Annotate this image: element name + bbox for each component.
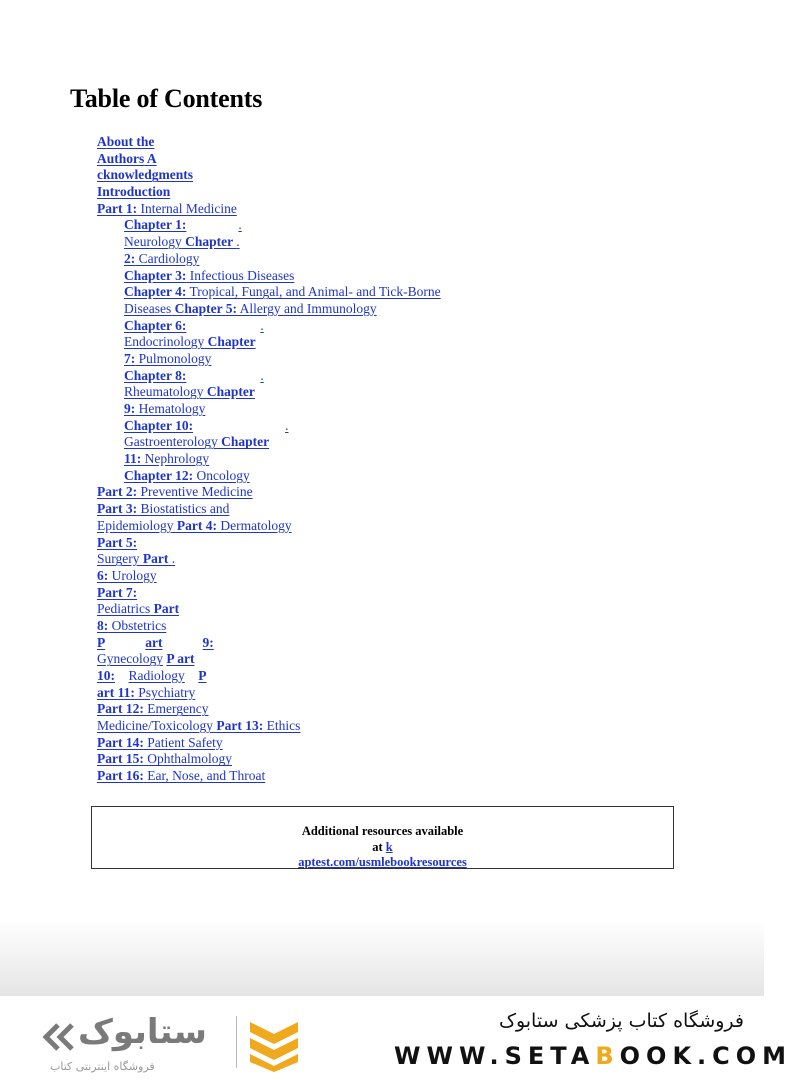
toc-link[interactable]: Pediatrics <box>97 601 151 617</box>
toc-line <box>97 551 517 568</box>
resources-link[interactable]: k <box>385 839 393 854</box>
logo-wordmark: ستابوک <box>78 1012 207 1052</box>
toc-link[interactable]: Hematology <box>135 401 206 416</box>
toc-line <box>97 601 517 618</box>
toc-line <box>97 535 517 552</box>
toc-line <box>97 501 517 518</box>
toc-link[interactable]: 8: <box>97 617 109 633</box>
toc-line <box>97 585 517 602</box>
logo-divider <box>236 1016 237 1068</box>
toc-line <box>97 384 517 401</box>
toc-link[interactable]: Chapter 12: <box>124 467 194 483</box>
toc-line <box>97 368 517 385</box>
toc-line <box>97 701 517 718</box>
toc-line <box>97 167 517 184</box>
toc-line <box>97 468 517 485</box>
toc-link[interactable]: Surgery <box>97 551 140 567</box>
toc-line <box>97 217 517 234</box>
toc-link[interactable]: Endocrinology <box>124 334 205 350</box>
toc-link[interactable]: Part 5: <box>97 534 138 550</box>
toc-line <box>97 284 517 301</box>
toc-line <box>97 434 517 451</box>
toc-link[interactable]: Emergency <box>143 701 209 717</box>
toc-link[interactable]: Psychiatry <box>134 684 196 700</box>
toc-link[interactable]: Rheumatology <box>124 384 204 400</box>
toc-link[interactable]: 6: <box>97 567 109 583</box>
toc-link[interactable]: Tropical, Fungal, and Animal- and Tick-Borne <box>186 284 441 300</box>
toc-line <box>97 268 517 285</box>
toc-link[interactable]: 11: <box>124 451 142 467</box>
toc-line <box>97 151 517 168</box>
toc-link[interactable]: Ear, Nose, and Throat <box>143 768 266 784</box>
setabook-logo[interactable] <box>30 1008 300 1078</box>
toc-link[interactable]: 7: <box>124 350 136 366</box>
toc-link[interactable]: Infectious Diseases <box>186 267 295 283</box>
shop-url-accent: B <box>595 1042 620 1070</box>
toc-link[interactable]: Gastroenterology <box>124 434 218 450</box>
toc-link[interactable]: Chapter <box>204 334 256 350</box>
toc-link[interactable]: Ethics <box>263 718 301 734</box>
toc-line <box>97 418 517 435</box>
resources-at: at <box>372 839 386 854</box>
resources-text <box>92 840 673 856</box>
toc-line <box>97 568 517 585</box>
toc-link[interactable]: Part 2: <box>97 484 138 500</box>
table-of-contents <box>97 134 517 785</box>
toc-link[interactable]: cknowledgments <box>97 167 194 183</box>
toc-link[interactable]: . <box>238 217 242 233</box>
toc-link[interactable]: Chapter <box>203 384 255 400</box>
toc-link[interactable]: Obstetrics <box>108 617 167 633</box>
toc-link[interactable]: art <box>145 634 163 650</box>
toc-link[interactable]: P art <box>166 651 195 667</box>
resources-link[interactable]: aptest.com/usmlebookresources <box>298 855 467 869</box>
toc-link[interactable]: . <box>236 234 240 250</box>
toc-link[interactable]: Part 1: <box>97 200 138 216</box>
shop-url-part: OOK.COM <box>619 1042 792 1070</box>
toc-link[interactable]: Part 7: <box>97 584 138 600</box>
toc-line <box>97 184 517 201</box>
toc-link[interactable]: . <box>171 551 176 567</box>
toc-link[interactable]: Part 4: <box>173 517 217 533</box>
toc-link[interactable]: P <box>198 668 207 683</box>
toc-link[interactable]: Part 15: <box>97 751 144 767</box>
toc-link[interactable]: Allergy and Immunology <box>237 300 377 316</box>
toc-link[interactable]: Preventive Medicine <box>137 484 253 500</box>
toc-link[interactable]: 10: <box>97 668 115 683</box>
toc-link[interactable]: Part 3: <box>97 501 138 517</box>
toc-link[interactable]: Part <box>139 551 172 567</box>
toc-link[interactable]: 9: <box>124 401 136 416</box>
logo-subtitle: فروشگاه اینترنتی کتاب <box>50 1060 155 1073</box>
resources-text: Additional resources available <box>301 824 464 838</box>
toc-line <box>97 635 517 652</box>
toc-line <box>97 134 517 151</box>
toc-link[interactable]: Diseases <box>124 300 172 316</box>
toc-line <box>97 668 517 685</box>
toc-line <box>97 718 517 735</box>
shop-title: فروشگاه کتاب پزشکی ستابوک <box>498 1010 744 1032</box>
toc-line <box>97 201 517 218</box>
toc-line <box>97 334 517 351</box>
toc-line <box>97 768 517 785</box>
toc-link[interactable]: Gynecology <box>97 651 163 667</box>
toc-link[interactable]: Introduction <box>97 184 171 200</box>
toc-link[interactable]: Radiology <box>128 668 185 683</box>
toc-link[interactable]: Chapter 10: <box>124 417 194 433</box>
toc-link[interactable]: Patient Safety <box>143 734 223 750</box>
shop-url-part: WWW.SETA <box>394 1042 596 1070</box>
toc-link[interactable]: Authors <box>97 150 145 166</box>
toc-link[interactable]: Dermatology <box>216 517 292 533</box>
shop-url[interactable] <box>394 1042 792 1070</box>
toc-link[interactable]: 9: <box>202 634 214 650</box>
footer-shadow <box>0 920 764 998</box>
toc-link[interactable]: Epidemiology <box>97 517 174 533</box>
toc-link[interactable]: Chapter 6: <box>124 317 187 333</box>
toc-link[interactable]: P <box>97 634 106 650</box>
toc-link[interactable]: Internal Medicine <box>137 200 237 216</box>
page-title: Table of Contents <box>70 84 263 113</box>
toc-link[interactable]: Cardiology <box>135 250 200 266</box>
toc-link[interactable]: . <box>285 417 289 433</box>
toc-link[interactable]: Neurology <box>124 234 182 250</box>
toc-link[interactable]: Oncology <box>193 467 250 483</box>
toc-link[interactable]: Chapter 5: <box>171 300 237 316</box>
toc-link[interactable]: Nephrology <box>141 451 210 467</box>
toc-link[interactable]: . <box>260 367 264 383</box>
toc-link[interactable]: Chapter 4: <box>124 284 187 300</box>
toc-link[interactable]: Medicine/Toxicology <box>97 718 214 734</box>
toc-link[interactable]: Chapter 1: <box>124 217 187 233</box>
toc-link[interactable]: Part 16: <box>97 768 144 784</box>
toc-link[interactable]: Part 12: <box>97 701 144 717</box>
toc-line <box>97 518 517 535</box>
toc-line <box>97 451 517 468</box>
toc-link[interactable]: A <box>144 150 157 166</box>
toc-line <box>97 685 517 702</box>
toc-line <box>97 251 517 268</box>
toc-link[interactable]: Ophthalmology <box>143 751 232 767</box>
toc-link[interactable]: Biostatistics and <box>137 501 230 517</box>
toc-link[interactable]: . <box>260 317 264 333</box>
toc-line <box>97 651 517 668</box>
toc-link[interactable]: Chapter 3: <box>124 267 187 283</box>
toc-link[interactable]: Part <box>150 601 180 617</box>
toc-line <box>97 618 517 635</box>
chevrons-logo-icon <box>248 1016 300 1072</box>
toc-link[interactable]: Chapter <box>181 234 237 250</box>
toc-link[interactable]: Urology <box>108 567 157 583</box>
toc-link[interactable]: Chapter 8: <box>124 367 187 383</box>
toc-link[interactable]: bout the <box>106 134 155 149</box>
toc-link[interactable]: Pulmonology <box>135 350 212 366</box>
toc-line <box>97 401 517 418</box>
toc-line <box>97 234 517 251</box>
toc-line <box>97 318 517 335</box>
resources-box <box>91 806 674 869</box>
toc-line <box>97 735 517 752</box>
double-chevron-left-icon <box>40 1022 80 1052</box>
toc-link[interactable]: Part 14: <box>97 734 144 750</box>
toc-line <box>97 484 517 501</box>
toc-link[interactable]: 2: <box>124 250 136 266</box>
toc-line <box>97 301 517 318</box>
toc-link[interactable]: A <box>97 134 107 149</box>
toc-link[interactable]: Chapter <box>217 434 270 450</box>
toc-line <box>97 351 517 368</box>
toc-link[interactable]: Part 13: <box>213 718 264 734</box>
toc-line <box>97 751 517 768</box>
toc-link[interactable]: art 11: <box>97 684 135 700</box>
